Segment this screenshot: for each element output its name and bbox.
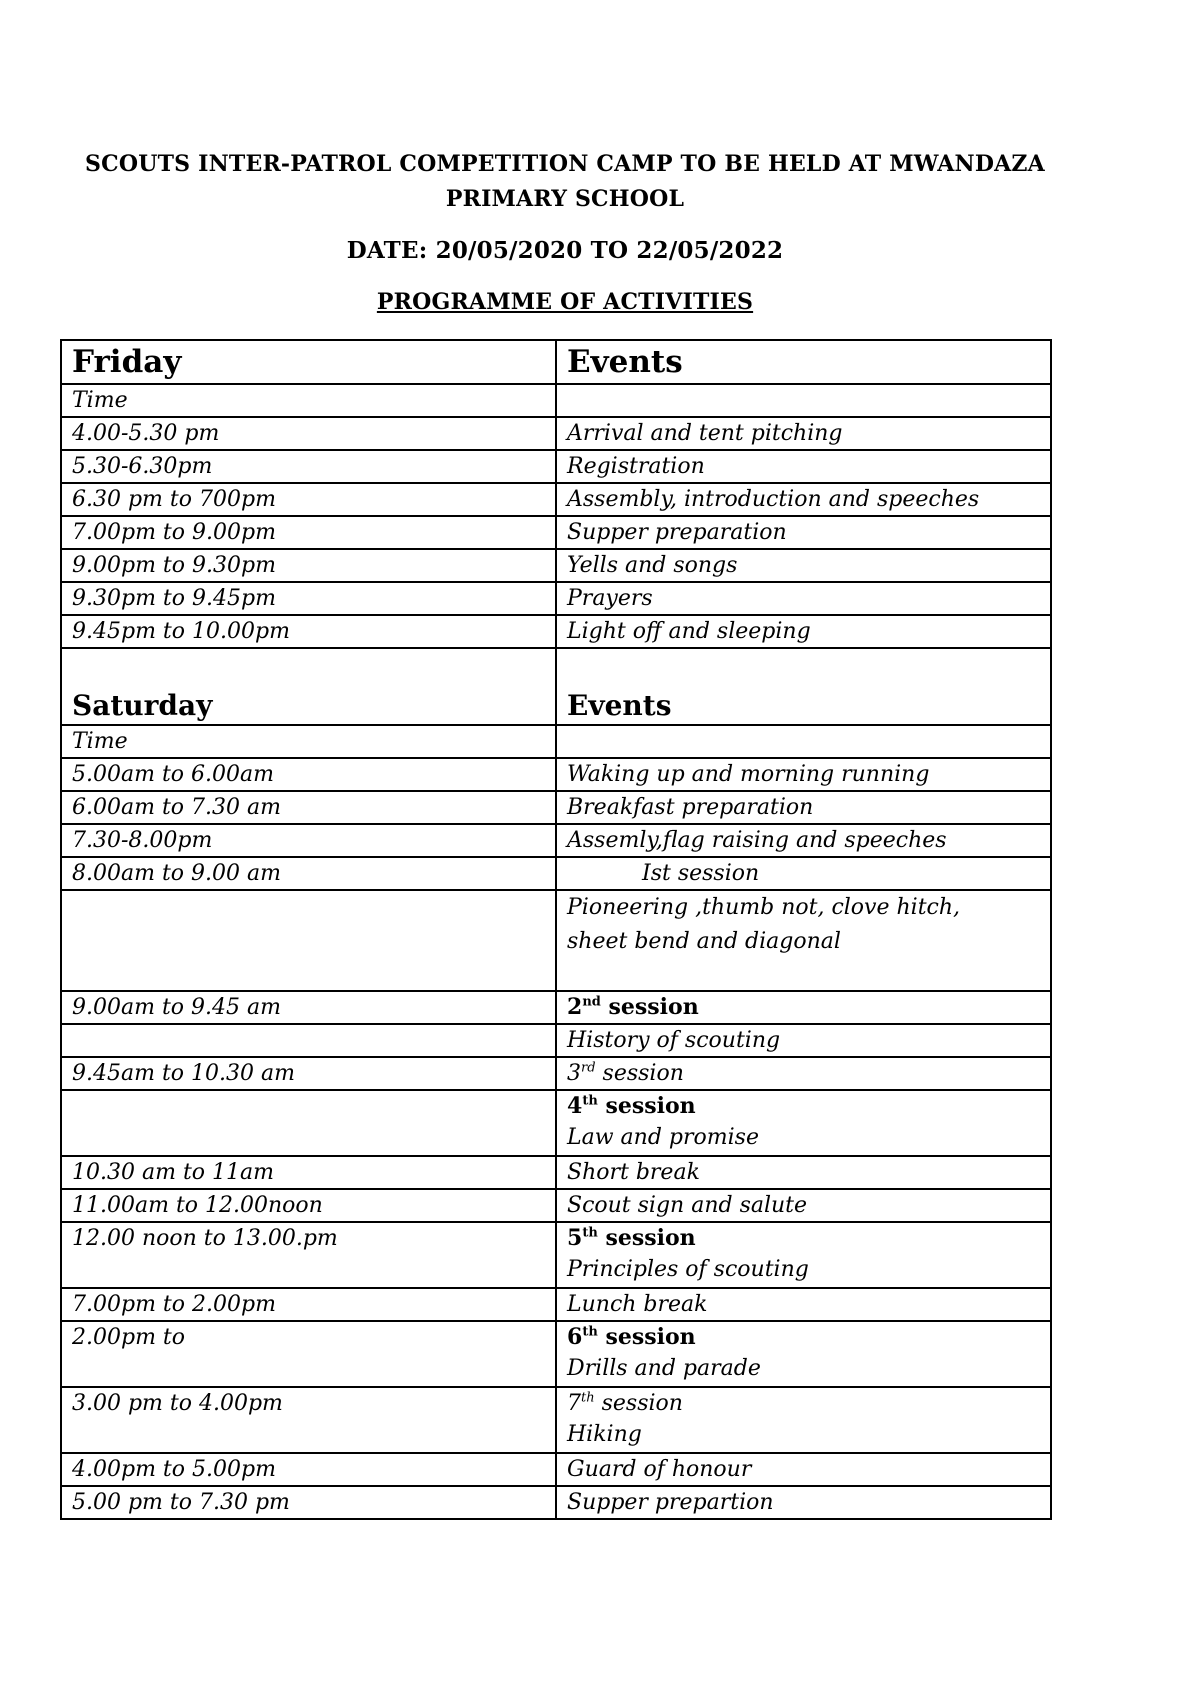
time-cell: 9.00am to 9.45 am <box>61 991 556 1024</box>
time-cell: 6.30 pm to 700pm <box>61 483 556 516</box>
ordinal-suffix: th <box>582 1324 598 1340</box>
time-cell: 5.00am to 6.00am <box>61 758 556 791</box>
time-cell: 2.00pm to <box>61 1321 556 1387</box>
table-row <box>61 1090 1051 1156</box>
event-cell: Scout sign and salute <box>556 1189 1051 1222</box>
document-title-line1: SCOUTS INTER-PATROL COMPETITION CAMP TO BE HELD AT MWANDAZA <box>85 151 1045 177</box>
table-row <box>61 1057 1051 1090</box>
friday-time-row <box>61 384 1051 417</box>
table-row <box>61 758 1051 791</box>
session-word: session <box>597 1225 696 1251</box>
event-cell: Assembly, introduction and speeches <box>556 483 1051 516</box>
table-row <box>61 1321 1051 1387</box>
session-topic: Hiking <box>567 1422 642 1447</box>
event-line: sheet bend and diagonal <box>567 929 841 954</box>
time-cell: 5.30-6.30pm <box>61 450 556 483</box>
friday-time-label: Time <box>61 384 556 417</box>
programme-table <box>60 339 1052 1520</box>
time-cell: 7.00pm to 2.00pm <box>61 1288 556 1321</box>
document-title-line2: PRIMARY SCHOOL <box>445 186 685 212</box>
friday-day-label: Friday <box>61 340 556 384</box>
session-number: 4 <box>567 1093 583 1119</box>
table-row <box>61 1024 1051 1057</box>
saturday-time-label: Time <box>61 725 556 758</box>
table-row <box>61 1222 1051 1288</box>
event-cell: Ist session <box>556 857 1051 890</box>
saturday-time-row <box>61 725 1051 758</box>
ordinal-suffix: nd <box>582 994 601 1010</box>
event-cell: Lunch break <box>556 1288 1051 1321</box>
time-cell: 10.30 am to 11am <box>61 1156 556 1189</box>
event-cell <box>556 1222 1051 1288</box>
event-cell: Supper preparation <box>556 516 1051 549</box>
time-cell <box>61 1024 556 1057</box>
table-row <box>61 483 1051 516</box>
table-row <box>61 824 1051 857</box>
time-cell: 3.00 pm to 4.00pm <box>61 1387 556 1453</box>
session-number: 5 <box>567 1225 583 1251</box>
table-row <box>61 516 1051 549</box>
table-row <box>61 450 1051 483</box>
session-word: session <box>594 1391 683 1416</box>
event-cell <box>556 991 1051 1024</box>
event-cell: Short break <box>556 1156 1051 1189</box>
ordinal-suffix: th <box>582 1225 598 1241</box>
session-topic: Principles of scouting <box>567 1257 809 1282</box>
event-cell <box>556 1090 1051 1156</box>
event-cell: Registration <box>556 450 1051 483</box>
time-cell: 9.00pm to 9.30pm <box>61 549 556 582</box>
session-label <box>567 1388 1040 1419</box>
event-cell: Breakfast preparation <box>556 791 1051 824</box>
programme-heading: PROGRAMME OF ACTIVITIES <box>376 289 754 315</box>
time-cell <box>61 1090 556 1156</box>
table-row <box>61 1288 1051 1321</box>
ordinal-suffix: th <box>581 1390 595 1406</box>
event-cell: Light off and sleeping <box>556 615 1051 648</box>
time-cell: 9.45pm to 10.00pm <box>61 615 556 648</box>
event-cell <box>556 1057 1051 1090</box>
session-label <box>567 1061 684 1086</box>
ordinal-suffix: th <box>582 1093 598 1109</box>
event-cell: Guard of honour <box>556 1453 1051 1486</box>
time-cell: 12.00 noon to 13.00.pm <box>61 1222 556 1288</box>
table-row <box>61 1486 1051 1519</box>
saturday-day-label: Saturday <box>61 648 556 725</box>
time-cell: 7.30-8.00pm <box>61 824 556 857</box>
table-row <box>61 1387 1051 1453</box>
event-cell: Arrival and tent pitching <box>556 417 1051 450</box>
session-label <box>567 1091 1040 1122</box>
time-cell <box>61 890 556 991</box>
event-cell <box>556 1387 1051 1453</box>
table-row <box>61 991 1051 1024</box>
session-word: session <box>597 1324 696 1350</box>
time-cell: 9.30pm to 9.45pm <box>61 582 556 615</box>
friday-events-label: Events <box>556 340 1051 384</box>
event-cell: Waking up and morning running <box>556 758 1051 791</box>
time-cell: 5.00 pm to 7.30 pm <box>61 1486 556 1519</box>
time-cell: 6.00am to 7.30 am <box>61 791 556 824</box>
time-cell: 4.00-5.30 pm <box>61 417 556 450</box>
session-number: 2 <box>567 994 583 1020</box>
event-cell <box>556 890 1051 991</box>
table-row <box>61 417 1051 450</box>
event-cell: Supper prepartion <box>556 1486 1051 1519</box>
table-row <box>61 615 1051 648</box>
event-date: DATE: 20/05/2020 TO 22/05/2022 <box>346 237 784 264</box>
table-row <box>61 1156 1051 1189</box>
table-row <box>61 1189 1051 1222</box>
time-cell: 11.00am to 12.00noon <box>61 1189 556 1222</box>
time-cell: 7.00pm to 9.00pm <box>61 516 556 549</box>
empty-cell <box>556 725 1051 758</box>
session-word: session <box>597 1093 696 1119</box>
time-cell: 8.00am to 9.00 am <box>61 857 556 890</box>
friday-header-row <box>61 340 1051 384</box>
event-line: Pioneering ,thumb not, clove hitch, <box>567 895 961 920</box>
session-label <box>567 1223 1040 1254</box>
event-cell: Prayers <box>556 582 1051 615</box>
event-cell: History of scouting <box>556 1024 1051 1057</box>
ordinal-suffix: rd <box>581 1060 596 1076</box>
table-row <box>61 890 1051 991</box>
table-row <box>61 857 1051 890</box>
saturday-events-label: Events <box>556 648 1051 725</box>
saturday-header-row <box>61 648 1051 725</box>
table-row <box>61 791 1051 824</box>
session-word: session <box>600 994 699 1020</box>
table-row <box>61 582 1051 615</box>
time-cell: 9.45am to 10.30 am <box>61 1057 556 1090</box>
event-cell: Assemly,flag raising and speeches <box>556 824 1051 857</box>
time-cell: 4.00pm to 5.00pm <box>61 1453 556 1486</box>
empty-cell <box>556 384 1051 417</box>
session-number: 7 <box>567 1391 581 1416</box>
session-label <box>567 1322 1040 1353</box>
event-cell: Yells and songs <box>556 549 1051 582</box>
session-topic: Law and promise <box>567 1125 759 1150</box>
event-cell <box>556 1321 1051 1387</box>
session-number: 6 <box>567 1324 583 1350</box>
session-label <box>567 994 699 1020</box>
table-row <box>61 549 1051 582</box>
session-number: 3 <box>567 1061 581 1086</box>
session-word: session <box>595 1061 684 1086</box>
table-row <box>61 1453 1051 1486</box>
session-topic: Drills and parade <box>567 1356 761 1381</box>
